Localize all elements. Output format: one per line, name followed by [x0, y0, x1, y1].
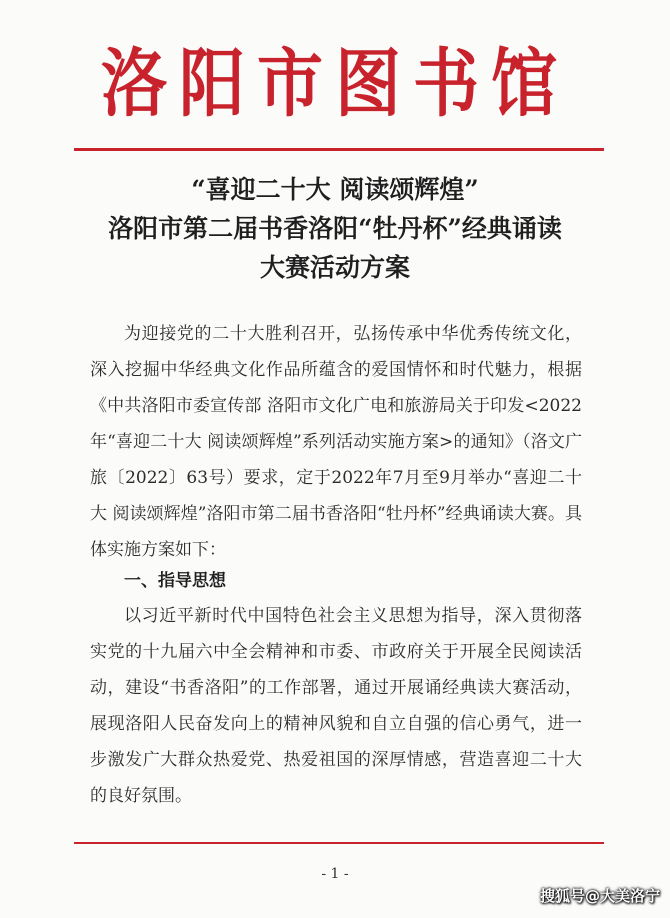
letterhead-rule	[74, 148, 604, 151]
section-heading-guiding-ideology: 一、指导思想	[124, 571, 226, 591]
intro-paragraph: 为迎接党的二十大胜利召开，弘扬传承中华优秀传统文化，深入挖掘中华经典文化作品所蕴含的爱国情怀和时代魅力，根据《中共洛阳市委宣传部 洛阳市文化广电和旅游局关于印发<2022年“喜迎二十大 阅读颂辉煌”系列活动实施方案>的通知》（洛文广旅〔2022〕63号）要求，定于2022年7月至9月举办“喜迎二十大 阅读颂辉煌”洛阳市第二届书香洛阳“牡丹杯”经典诵读大赛。具体实施方案如下：	[90, 324, 582, 560]
letterhead-title: 洛阳市图书馆	[101, 39, 569, 127]
watermark: 搜狐号@大美洛宁	[539, 887, 660, 905]
section-body-guiding-ideology: 以习近平新时代中国特色社会主义思想为指导，深入贯彻落实党的十九届六中全会精神和市委、市政府关于开展全民阅读活动，建设“书香洛阳”的工作部署，通过开展诵经典读大赛活动，展现洛阳人民奋发向上的精神风貌和自立自强的信心勇气，进一步激发广大群众热爱党、热爱祖国的深厚情感，营造喜迎二十大的良好氛围。	[90, 606, 582, 806]
doc-title-line-2: 洛阳市第二届书香洛阳“牡丹杯”经典诵读	[108, 214, 562, 243]
footer-rule	[74, 842, 604, 844]
page-number: - 1 -	[321, 866, 349, 882]
doc-title-line-3: 大赛活动方案	[259, 253, 410, 282]
doc-title-line-1: “喜迎二十大 阅读颂辉煌”	[191, 175, 479, 204]
